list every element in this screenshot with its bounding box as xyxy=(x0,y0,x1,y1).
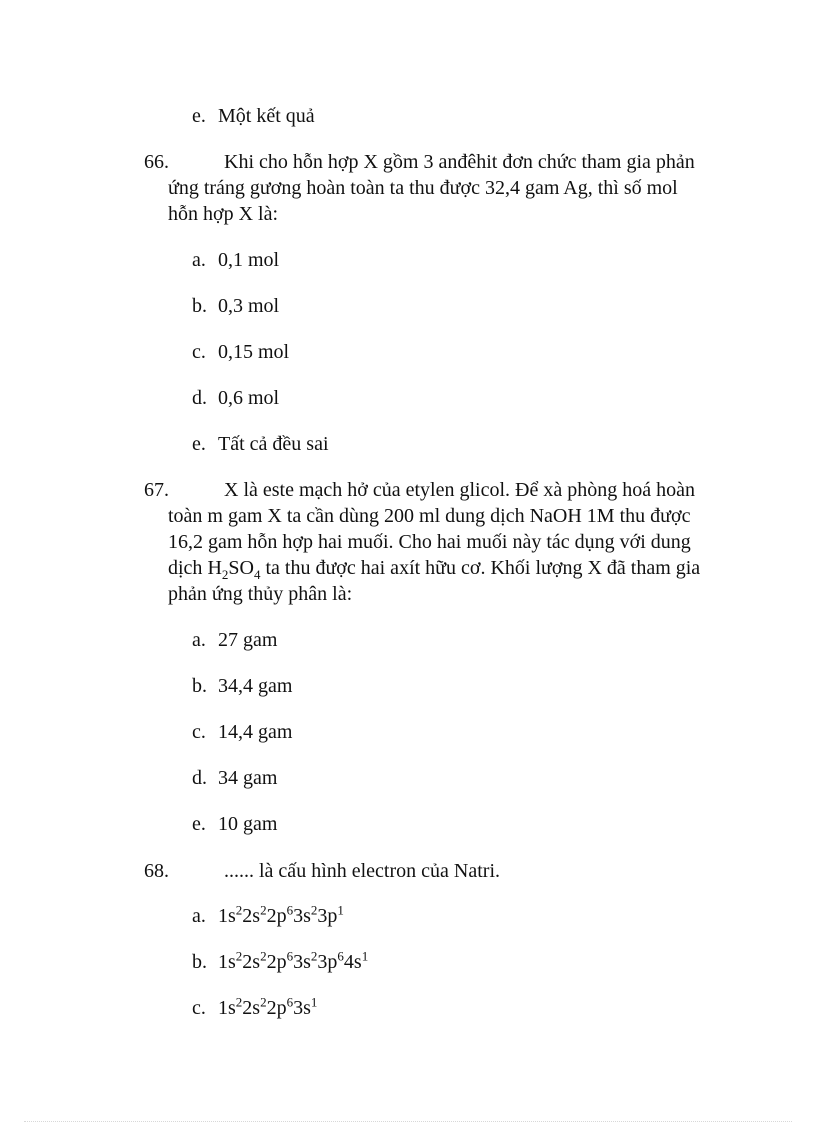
answer-letter: c. xyxy=(192,997,206,1019)
orbital: 2s xyxy=(242,905,261,927)
orbital: 3s xyxy=(293,905,311,927)
answer-option xyxy=(192,766,277,790)
orbital: 3s xyxy=(293,997,311,1019)
orbital: 2s xyxy=(242,997,261,1019)
orbital-count: 6 xyxy=(286,948,294,964)
answer-option xyxy=(192,432,329,456)
orbital-count: 6 xyxy=(286,994,294,1010)
formula-part: H xyxy=(207,557,222,579)
answer-text: 27 gam xyxy=(218,629,278,651)
answer-text: 34 gam xyxy=(218,767,278,789)
orbital-count: 6 xyxy=(337,948,344,964)
answer-text: 0,3 mol xyxy=(218,295,280,317)
answer-letter: a. xyxy=(192,249,206,271)
orbital-count: 2 xyxy=(260,902,267,918)
question-text-part: X là este mạch hở của etylen glicol. Để xà phòng hoá hoàn toàn m gam X ta cần dùng 200 ml dung dịch NaOH 1M thu được 16,2 gam hỗn hợp hai muối. Cho hai muối này tác dụng với dung dịch xyxy=(168,479,695,579)
answer-option xyxy=(192,950,368,974)
answer-letter: b. xyxy=(192,675,207,697)
answer-text: 0,6 mol xyxy=(218,387,280,409)
formula-subscript: 4 xyxy=(253,567,261,582)
question-text: ...... là cấu hình electron của Natri. xyxy=(224,860,500,882)
orbital: 3p xyxy=(317,905,338,927)
orbital: 2p xyxy=(266,905,287,927)
formula-part: SO xyxy=(228,557,254,579)
answer-text: Một kết quả xyxy=(218,105,315,127)
orbital-count: 2 xyxy=(235,948,243,964)
question-text xyxy=(168,477,708,607)
answer-text: 34,4 gam xyxy=(218,675,293,697)
electron-configuration xyxy=(218,994,318,1019)
answer-letter: b. xyxy=(192,295,207,317)
answer-letter: a. xyxy=(192,905,206,927)
answer-text: 14,4 gam xyxy=(218,721,293,743)
answer-option xyxy=(192,720,292,744)
orbital-count: 2 xyxy=(235,902,243,918)
question-number: 67. xyxy=(144,479,169,501)
answer-text: 0,15 mol xyxy=(218,341,290,363)
orbital: 2p xyxy=(266,997,287,1019)
question-text-part: ta thu được hai axít hữu cơ. Khối lượng X đã tham gia phản ứng thủy phân là: xyxy=(168,557,701,605)
orbital-count: 1 xyxy=(337,902,344,918)
answer-option xyxy=(192,996,317,1020)
answer-option xyxy=(192,812,277,836)
page-bottom-divider xyxy=(24,1121,792,1122)
orbital: 1s xyxy=(218,905,236,927)
formula-subscript: 2 xyxy=(221,567,229,582)
answer-option xyxy=(192,904,344,928)
orbital-count: 2 xyxy=(310,948,318,964)
answer-option xyxy=(192,674,292,698)
answer-option xyxy=(192,340,289,364)
answer-option xyxy=(192,386,279,410)
answer-letter: c. xyxy=(192,721,206,743)
question-number: 68. xyxy=(144,860,169,882)
electron-configuration xyxy=(218,948,369,973)
answer-letter: d. xyxy=(192,387,207,409)
orbital-count: 2 xyxy=(235,994,243,1010)
orbital: 3s xyxy=(293,951,311,973)
answer-letter: e. xyxy=(192,433,206,455)
orbital-count: 6 xyxy=(286,902,294,918)
orbital: 4s xyxy=(343,951,362,973)
answer-letter: d. xyxy=(192,767,207,789)
question-number: 66. xyxy=(144,151,169,173)
orbital: 2s xyxy=(242,951,261,973)
orbital: 1s xyxy=(218,951,236,973)
answer-option xyxy=(192,248,279,272)
orbital: 1s xyxy=(218,997,236,1019)
answer-letter: a. xyxy=(192,629,206,651)
question-text: Khi cho hỗn hợp X gồm 3 anđêhit đơn chức tham gia phản ứng tráng gương hoàn toàn ta thu được 32,4 gam Ag, thì số mol hỗn hợp X là: xyxy=(168,151,695,225)
answer-text: 10 gam xyxy=(218,813,278,835)
answer-option xyxy=(192,294,279,318)
answer-letter: b. xyxy=(192,951,207,973)
orbital: 2p xyxy=(266,951,287,973)
orbital: 3p xyxy=(317,951,338,973)
orbital-count: 2 xyxy=(260,948,267,964)
electron-configuration xyxy=(218,902,344,927)
orbital-count: 1 xyxy=(361,948,369,964)
answer-option xyxy=(192,104,315,128)
orbital-count: 2 xyxy=(260,994,267,1010)
orbital-count: 2 xyxy=(310,902,318,918)
answer-text: 0,1 mol xyxy=(218,249,280,271)
answer-text: Tất cả đều sai xyxy=(218,433,329,455)
answer-letter: c. xyxy=(192,341,206,363)
answer-letter: e. xyxy=(192,813,206,835)
orbital-count: 1 xyxy=(310,994,318,1010)
answer-letter: e. xyxy=(192,105,206,127)
answer-option xyxy=(192,628,277,652)
chemical-formula xyxy=(207,557,261,582)
